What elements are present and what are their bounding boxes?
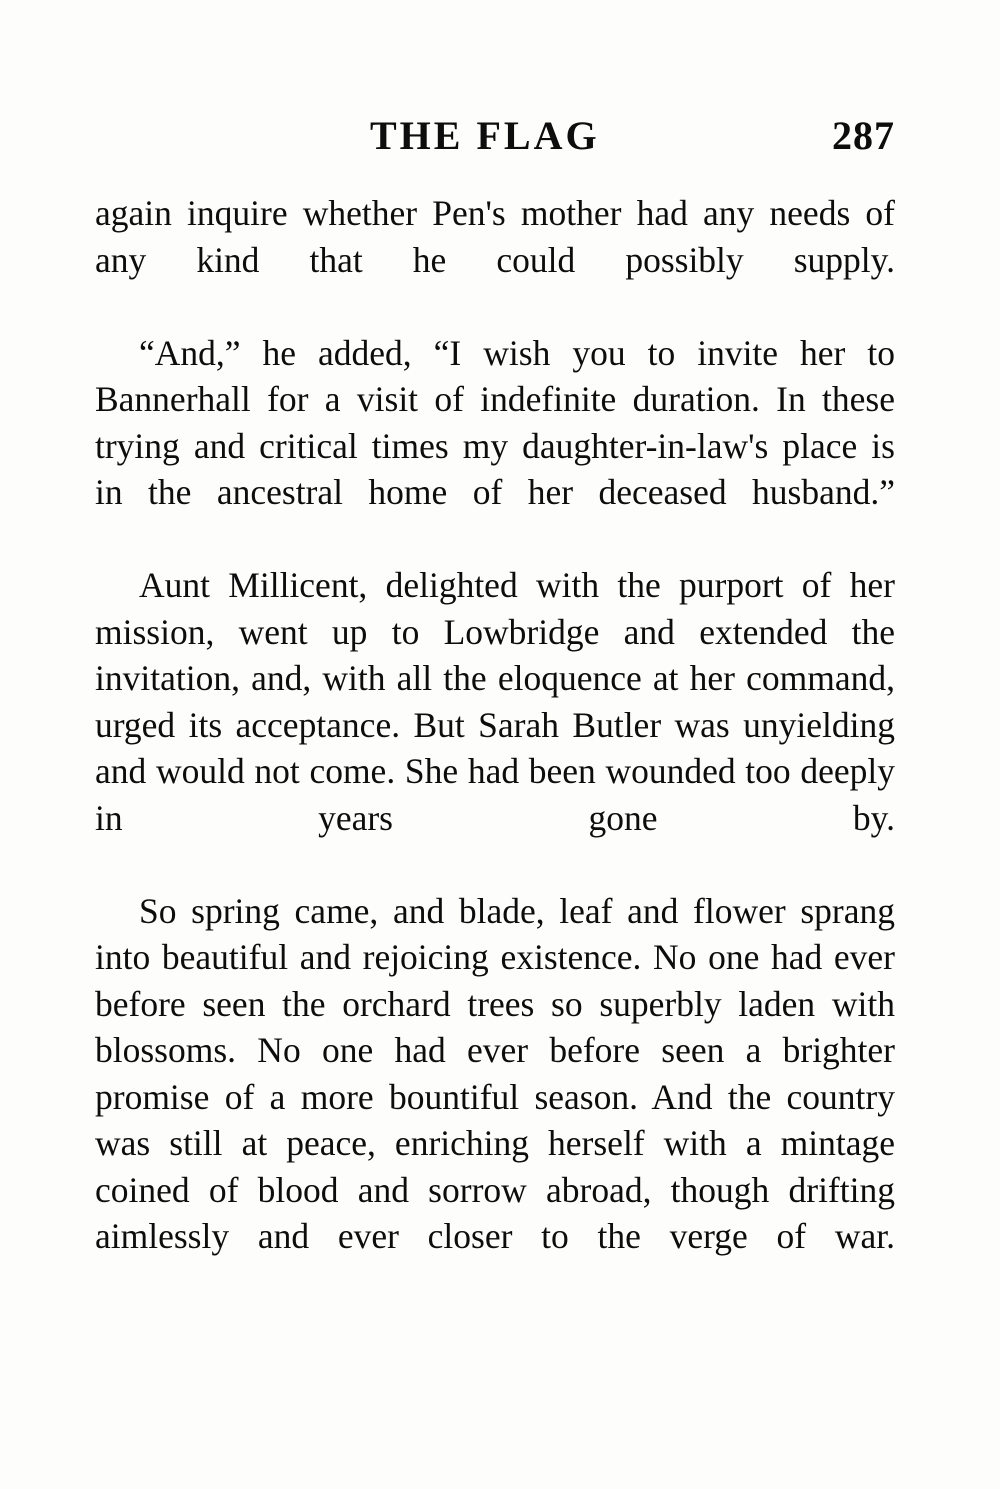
paragraph: again inquire whether Pen's mother had any needs of any kind that he could possibly supply.: [95, 193, 895, 280]
page-header: [95, 112, 895, 159]
page-number: 287: [832, 113, 895, 158]
running-head-title: THE FLAG: [370, 113, 600, 158]
paragraph: So spring came, and blade, leaf and flower sprang into beautiful and rejoicing existence. No one had ever before seen the orchard trees so superbly laden with blossoms. No one had ever before seen a brighter promise of a more bountiful season. And the country was still at peace, enriching herself with a mintage coined of blood and sorrow abroad, though drifting aimlessly and ever closer to the verge of war.: [95, 890, 895, 1256]
paragraph: “And,” he added, “I wish you to invite her to Bannerhall for a visit of indefinite duration. In these trying and critical times my daughter-in-law's place is in the ancestral home of her deceased husband.”: [95, 332, 895, 512]
page-body: [95, 190, 895, 1306]
paragraph: Aunt Millicent, delighted with the purport of her mission, went up to Lowbridge and extended the invitation, and, with all the eloquence at her command, urged its acceptance. But Sarah Butler was unyielding and would not come. She had been wounded too deeply in years gone by.: [95, 565, 895, 838]
